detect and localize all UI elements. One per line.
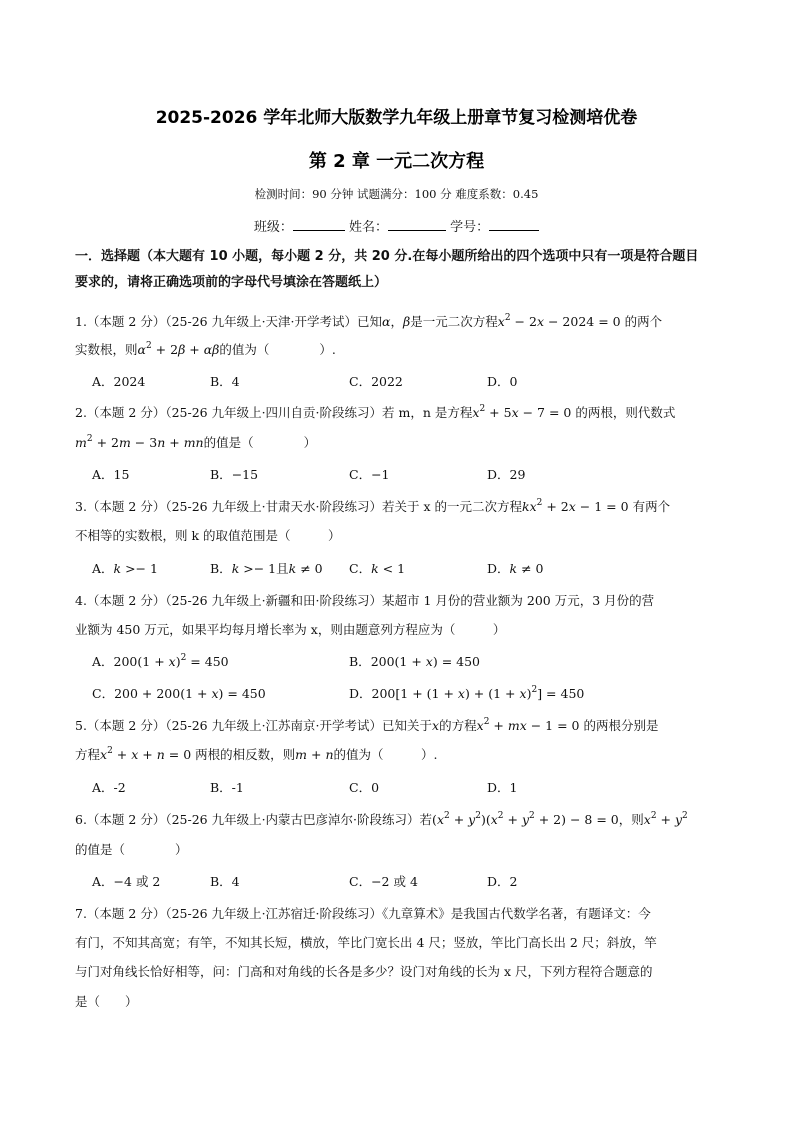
q6-text-2: 的值是（ ） — [75, 842, 188, 857]
question-4-line2: 业额为 450 万元，如果平均每月增长率为 x，则由题意列方程应为（ ） — [75, 622, 506, 637]
q6-option-c-label: C． — [349, 874, 372, 889]
section-heading — [75, 244, 725, 296]
q3-option-a[interactable]: A．k >− 1 — [92, 561, 158, 576]
question-3-line1: 3.（本题 2 分）（25-26 九年级上·甘肃天水·阶段练习）若关于 x 的一元二次方程$kx^2 + 2x - 1 = 0$ 有两个 — [75, 498, 671, 514]
q4-option-b-label: B． — [349, 654, 371, 669]
q5-text: 5.（本题 2 分）（25-26 九年级上·江苏南京·开学考试）已知关于 — [75, 718, 433, 733]
q1-text-2: 实数根，则 — [75, 342, 138, 357]
question-5-line1: 5.（本题 2 分）（25-26 九年级上·江苏南京·开学考试）已知关于x的方程$x^2$ + mx − 1 = 0 的两根分别是 — [75, 717, 659, 733]
q4-option-d-label: D． — [349, 686, 372, 701]
q1-option-c[interactable]: C．2022 — [349, 374, 403, 389]
q6-text: 6.（本题 2 分）（25-26 九年级上·内蒙古巴彦淖尔·阶段练习）若 — [75, 812, 433, 827]
q4-option-a-label: A． — [92, 654, 114, 669]
question-6-line2 — [75, 840, 725, 860]
question-7-line3: 与门对角线长恰好相等，问：门高和对角线的长各是多少？设门对角线的长为 x 尺，下列方程符合题意的 — [75, 964, 653, 979]
q5-text-suffix: 的两根分别是 — [583, 718, 659, 733]
q3-option-c-label: C． — [349, 561, 372, 576]
q1-option-b[interactable]: B．4 — [210, 374, 240, 389]
id-blank[interactable] — [489, 230, 539, 231]
q2-option-b[interactable]: B．−15 — [210, 467, 259, 482]
q3-option-c[interactable]: C．k < 1 — [349, 561, 406, 576]
q5-option-a[interactable]: A．-2 — [92, 780, 126, 795]
q1-text-2-suffix: 的值为（ ）. — [219, 342, 336, 357]
q3-option-b-mid: 且 — [276, 561, 289, 576]
question-7-line2: 有门，不知其高宽；有竿，不知其长短，横放，竿比门宽长出 4 尺；竖放，竿比门高长出 2 尺；斜放，竿 — [75, 935, 657, 950]
q6-option-c-suffix: 或 4 — [393, 874, 418, 889]
q4-option-c[interactable]: C．200 + 200(1 + x) = 450 — [92, 686, 266, 701]
q4-option-b[interactable]: B．200(1 + x) = 450 — [349, 654, 481, 669]
q1-text-mid: 是一元二次方程 — [410, 314, 498, 329]
name-label: 姓名： — [348, 220, 388, 235]
q6-option-d[interactable]: D．2 — [487, 874, 518, 889]
q1-text: 1.（本题 2 分）（25-26 九年级上·天津·开学考试）已知 — [75, 314, 383, 329]
q6-option-b[interactable]: B．4 — [210, 874, 240, 889]
q5-text-2: 方程 — [75, 747, 101, 762]
q5-option-d[interactable]: D．1 — [487, 780, 518, 795]
q3-option-b-label: B． — [210, 561, 232, 576]
question-1-line2: 实数根，则$\alpha^2 + 2\beta + \alpha\beta$的值为（ ）. — [75, 341, 336, 357]
q3-option-d-label: D． — [487, 561, 510, 576]
q5-option-c[interactable]: C．0 — [349, 780, 380, 795]
q4-option-c-label: C． — [92, 686, 115, 701]
exam-title: 2025-2026 学年北师大版数学九年级上册章节复习检测培优卷 — [155, 108, 638, 128]
q2-option-a[interactable]: A．15 — [92, 467, 130, 482]
q5-text-mid: 的方程 — [439, 718, 477, 733]
chapter-title: 第 2 章 一元二次方程 — [308, 151, 485, 172]
exam-meta: 检测时间：90 分钟 试题满分：100 分 难度系数：0.45 — [254, 187, 539, 201]
q1-option-d[interactable]: D．0 — [487, 374, 518, 389]
q2-text-suffix: 的两根，则代数式 — [575, 405, 676, 420]
q5-text-2-suffix: 的值为（ ）. — [333, 747, 438, 762]
q2-option-c[interactable]: C．−1 — [349, 467, 390, 482]
id-label: 学号： — [450, 220, 490, 235]
q6-text-mid: ，则 — [618, 812, 644, 827]
question-2-line1: 2.（本题 2 分）（25-26 九年级上·四川自贡·阶段练习）若 m，n 是方程$x^2 + 5x - 7 = 0$ 的两根，则代数式 — [75, 404, 676, 420]
section-heading-line2: 要求的，请将正确选项前的字母代号填涂在答题纸上） — [75, 275, 388, 290]
q4-option-a[interactable]: A．$200(1 + x)^2 = 450$ — [92, 653, 229, 669]
q2-text-2-suffix: 的值是（ ） — [203, 435, 317, 450]
class-blank[interactable] — [293, 230, 345, 231]
q3-option-d[interactable]: D．k ≠ 0 — [487, 561, 544, 576]
q6-option-a-suffix: 或 2 — [135, 874, 161, 889]
question-1-line1: 1.（本题 2 分）（25-26 九年级上·天津·开学考试）已知α，β是一元二次方程$x^2 - 2x - 2024 = 0$ 的两个 — [75, 313, 663, 329]
q5-text-2-mid: 两根的相反数，则 — [195, 747, 296, 762]
question-7-line4: 是（ ） — [75, 994, 138, 1009]
section-heading-line1: 一．选择题（本大题有 10 小题，每小题 2 分，共 20 分.在每小题所给出的四个选项中只有一项是符合题目 — [75, 249, 699, 264]
q4-option-d[interactable]: D．$200[1 + (1 + x) + (1 + x)^2] = 450$ — [349, 685, 585, 701]
q6-option-c[interactable]: C．−2 或 4 — [349, 874, 418, 889]
q3-text-suffix: 有两个 — [632, 499, 671, 514]
q3-text-2: 不相等的实数根，则 k 的取值范围是（ ） — [75, 528, 341, 543]
q2-text: 2.（本题 2 分）（25-26 九年级上·四川自贡·阶段练习）若 m，n 是方程 — [75, 405, 473, 420]
q2-option-d[interactable]: D．29 — [487, 467, 526, 482]
q3-text: 3.（本题 2 分）（25-26 九年级上·甘肃天水·阶段练习）若关于 x 的一元二次方程 — [75, 499, 523, 514]
question-6-line1: 6.（本题 2 分）（25-26 九年级上·内蒙古巴彦淖尔·阶段练习）若$(x^2 + y^2)(x^2 + y^2 + 2) - 8 = 0$，则$x^2 + y^2$ — [75, 811, 688, 827]
class-label: 班级： — [253, 220, 293, 235]
question-4-line1: 4.（本题 2 分）（25-26 九年级上·新疆和田·阶段练习）某超市 1 月份的营业额为 200 万元，3 月份的营 — [75, 593, 655, 608]
q6-option-a-label: A． — [92, 874, 114, 889]
q2-option-b-label: B． — [210, 467, 232, 482]
q1-text-suffix: 的两个 — [624, 314, 663, 329]
q3-option-b[interactable]: B．k >− 1且k ≠ 0 — [210, 561, 323, 576]
name-blank[interactable] — [388, 230, 446, 231]
student-info — [0, 216, 793, 235]
question-7-line1: 7.（本题 2 分）（25-26 九年级上·江苏宿迁·阶段练习）《九章算术》是我国古代数学名著，有题译文：今 — [75, 906, 651, 921]
question-5-line2: 方程$x^2 + x + n = 0$ 两根的相反数，则m + n的值为（ ）. — [75, 746, 438, 762]
q6-option-a[interactable]: A．−4 或 2 — [92, 874, 161, 889]
q3-option-a-label: A． — [92, 561, 114, 576]
question-3-line2 — [75, 526, 725, 546]
question-2-line2: $m^2 + 2m - 3n$ + mn的值是（ ） — [75, 434, 317, 450]
q2-option-c-label: C． — [349, 467, 372, 482]
q5-option-b[interactable]: B．-1 — [210, 780, 244, 795]
q1-option-a[interactable]: A．2024 — [92, 374, 146, 389]
